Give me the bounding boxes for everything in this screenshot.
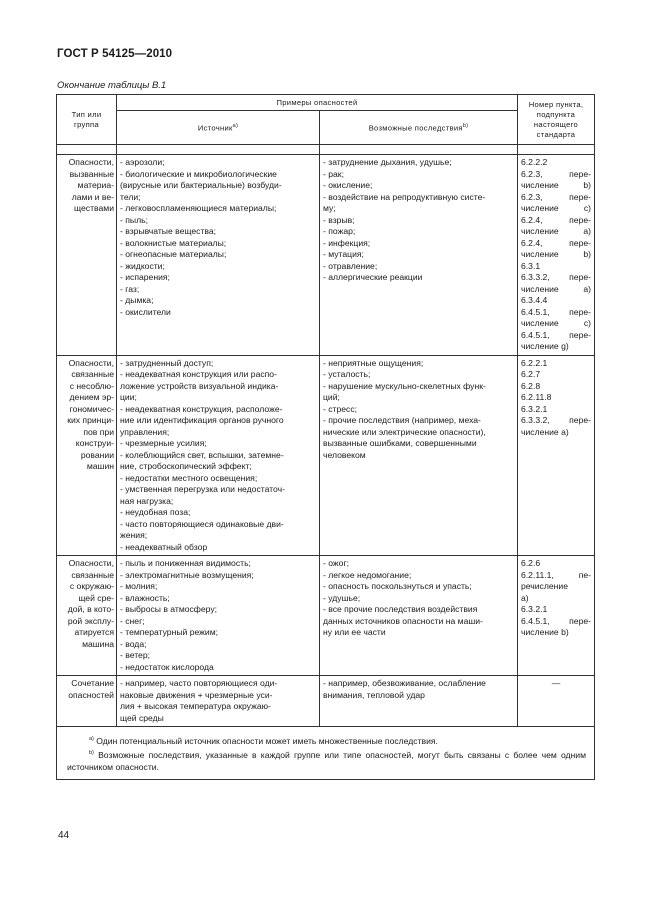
- refs-line: числение а): [521, 226, 591, 236]
- refs-line: 6.4.5.1, пере-: [521, 306, 591, 317]
- refs-line: 6.2.4, пере-: [521, 237, 591, 248]
- source-note-mark: a): [232, 123, 239, 130]
- refs-line: 6.2.4, пере-: [521, 214, 591, 225]
- sources-line: - молния;: [120, 581, 158, 591]
- sources-line: - легковоспламеняющиеся материалы;: [120, 203, 277, 213]
- group-line: материа-: [77, 180, 114, 190]
- sources-line: - жидкости;: [120, 260, 165, 271]
- consequences-line: - затруднение дыхания, удушье;: [323, 157, 452, 167]
- group-line: Сочетание: [71, 678, 114, 688]
- sources-line: - часто повторяющиеся одинаковые дви-: [120, 518, 284, 529]
- table-caption: Окончание таблицы В.1: [57, 80, 167, 91]
- page-number: 44: [58, 830, 70, 841]
- group-line: машин: [86, 461, 114, 471]
- clause-reference-cell: [518, 155, 595, 356]
- refs-line: a): [521, 592, 529, 603]
- spacer-cell: [320, 145, 518, 155]
- sources-line: (вирусные или бактериальные) возбуди-: [120, 180, 282, 190]
- consequences-line: - нарушение мускульно-скелетных функ-: [323, 380, 486, 391]
- document-header: ГОСТ Р 54125—2010: [57, 48, 173, 60]
- refs-line: 6.2.11.8: [521, 392, 552, 402]
- group-line: ровании: [80, 449, 114, 460]
- consequences-line: - взрыв;: [323, 214, 355, 225]
- refs-line: числение b): [521, 180, 591, 190]
- group-line: опасностей: [68, 689, 114, 700]
- consequences-line: - стресс;: [323, 403, 358, 414]
- sources-line: - ветер;: [120, 650, 150, 660]
- consequences-line: нические или электрические опасности),: [323, 426, 486, 437]
- consequences-line: - опасность поскользнуться и упасть;: [323, 581, 472, 591]
- group-line: ществами: [74, 203, 114, 213]
- clause-reference-cell: [518, 355, 595, 556]
- sources-line: - аэрозоли;: [120, 157, 165, 167]
- refs-line: числение а): [521, 283, 591, 294]
- sources-line: управления;: [120, 426, 170, 437]
- sources-line: ние, стробоскопический эффект;: [120, 461, 252, 471]
- consequences-line: человеком: [323, 449, 366, 460]
- hazard-sources-cell: [117, 676, 320, 727]
- consequences-line: - прочие последствия (например, меха-: [323, 415, 481, 425]
- spacer-cell: [57, 145, 117, 155]
- table-body: [57, 155, 595, 727]
- group-line: атируется: [74, 627, 114, 637]
- sources-line: - неадекватная конструкция, расположе-: [120, 403, 283, 414]
- hazard-sources-cell: [117, 155, 320, 356]
- header-group: Тип или группа: [57, 95, 117, 145]
- consequences-line: данных источников опасности на маши-: [323, 615, 483, 626]
- sources-line: - пыль;: [120, 214, 148, 225]
- consequences-line: - аллергические реакции: [323, 272, 423, 282]
- sources-line: - выбросы в атмосферу;: [120, 604, 218, 614]
- sources-line: - неудобная поза;: [120, 507, 191, 517]
- sources-line: - взрывчатые вещества;: [120, 226, 217, 236]
- consequences-line: - отравление;: [323, 260, 378, 271]
- refs-line: 6.2.3, пере-: [521, 168, 591, 179]
- sources-line: - снег;: [120, 615, 145, 626]
- consequences-line: - ожог;: [323, 558, 349, 568]
- hazards-table: [56, 94, 595, 780]
- sources-line: - огнеопасные материалы;: [120, 249, 227, 259]
- consequences-line: - инфекция;: [323, 237, 371, 248]
- sources-line: - влажность;: [120, 592, 170, 603]
- consequences-line: - легкое недомогание;: [323, 569, 412, 580]
- table-row: [57, 556, 595, 676]
- group-line: Опасности,: [68, 558, 114, 568]
- sources-line: - затрудненный доступ;: [120, 357, 214, 368]
- refs-line: 6.3.1: [521, 260, 541, 271]
- refs-line: 6.2.11.1, пе-: [521, 569, 591, 580]
- hazard-group-cell: [57, 676, 117, 727]
- consequences-note-mark: b): [462, 123, 469, 130]
- refs-line: числение b): [521, 249, 591, 259]
- sources-line: - волокнистые материалы;: [120, 237, 227, 248]
- consequences-line: ну или ее части: [323, 627, 386, 637]
- sources-line: щей среды: [120, 712, 164, 723]
- header-reference: Номер пункта, подпункта настоящего стандарта: [518, 95, 595, 145]
- sources-line: - пыль и пониженная видимость;: [120, 558, 251, 568]
- table-row: [57, 355, 595, 556]
- footnote-a: $^{a)}$ Один потенциальный источник опасности может иметь множественные последствия.: [89, 735, 438, 746]
- group-line: щей сре-: [78, 592, 114, 603]
- sources-line: - электромагнитные возмущения;: [120, 569, 254, 580]
- refs-line: числение c): [521, 318, 591, 328]
- hazard-sources-cell: [117, 556, 320, 676]
- table-row: [57, 155, 595, 356]
- group-line: пов при: [83, 426, 114, 437]
- hazard-consequences-cell: [320, 556, 518, 676]
- consequences-line: му;: [323, 203, 336, 213]
- refs-line: 6.4.5.1, пере-: [521, 329, 591, 340]
- refs-line: 6.3.2.1: [521, 403, 548, 414]
- hazard-consequences-cell: [320, 676, 518, 727]
- sources-line: - недостатки местного освещения;: [120, 472, 258, 483]
- header-consequences: Возможные последствия$^{b)}$: [320, 111, 518, 145]
- consequences-line: ций;: [323, 392, 340, 402]
- group-line: дением эр-: [69, 392, 114, 402]
- sources-line: - неадекватная конструкция или распо-: [120, 369, 277, 379]
- refs-line: 6.3.2.1: [521, 604, 548, 614]
- footnote-b: $^{b)}$ Возможные последствия, указанные в каждой группе или типе опасностей, могут быть связаны с более чем одним источником опасности.: [67, 749, 587, 772]
- clause-reference-cell: [518, 676, 595, 727]
- refs-line: 6.2.3, пере-: [521, 191, 591, 202]
- refs-line: 6.3.3.2, пере-: [521, 415, 591, 425]
- sources-line: - дымка;: [120, 295, 154, 305]
- group-line: дой, в кото-: [67, 604, 114, 614]
- hazard-group-cell: [57, 556, 117, 676]
- sources-line: ная нагрузка;: [120, 495, 174, 506]
- sources-line: ние или идентификация органов ручного: [120, 415, 284, 425]
- sources-line: - недостаток кислорода: [120, 661, 214, 672]
- consequences-line: - неприятные ощущения;: [323, 357, 424, 368]
- consequences-line: - рак;: [323, 168, 344, 179]
- sources-line: жения;: [120, 530, 148, 540]
- group-line: ких принци-: [67, 415, 114, 425]
- consequences-line: - мутация;: [323, 249, 364, 259]
- consequences-line: - воздействие на репродуктивную систе-: [323, 191, 486, 202]
- group-line: машина: [82, 638, 114, 649]
- refs-line: числение c): [521, 203, 591, 213]
- sources-line: - окислители: [120, 306, 171, 317]
- group-line: Опасности,: [68, 157, 114, 167]
- sources-line: ложение устройств визуальной индика-: [120, 380, 279, 391]
- refs-line: 6.3.3.2, пере-: [521, 272, 591, 282]
- consequences-line: - окисление;: [323, 180, 373, 190]
- refs-line: числение b): [521, 627, 569, 637]
- sources-line: - неадекватный обзор: [120, 541, 208, 552]
- refs-line: 6.2.7: [521, 369, 541, 379]
- sources-line: - температурный режим;: [120, 627, 219, 637]
- spacer-cell: [117, 145, 320, 155]
- consequences-line: вызванные ошибками, совершенными: [323, 438, 477, 448]
- group-line: с несоблю-: [69, 380, 114, 391]
- hazard-consequences-cell: [320, 155, 518, 356]
- consequences-line: - пожар;: [323, 226, 356, 236]
- sources-line: лия + высокая температура окружаю-: [120, 701, 271, 711]
- consequences-line: - удушье;: [323, 592, 361, 603]
- hazard-group-cell: [57, 355, 117, 556]
- group-line: с окружаю-: [69, 581, 114, 591]
- group-line: связанные: [71, 369, 114, 379]
- footnotes: [57, 727, 595, 780]
- consequences-line: - усталость;: [323, 369, 371, 379]
- group-line: рой эксплу-: [67, 615, 114, 626]
- header-source: Источник$^{a)}$: [117, 111, 320, 145]
- sources-line: наковые движения + чрезмерные уси-: [120, 689, 273, 700]
- consequences-line: - например, обезвоживание, ослабление: [323, 678, 486, 688]
- sources-line: ции;: [120, 392, 137, 402]
- group-line: вызванные: [69, 168, 114, 179]
- consequences-line: - все прочие последствия воздействия: [323, 604, 478, 614]
- consequences-line: внимания, тепловой удар: [323, 689, 425, 700]
- group-line: конструи-: [75, 438, 114, 448]
- table-row: [57, 676, 595, 727]
- sources-line: тели;: [120, 191, 141, 202]
- spacer-cell: [518, 145, 595, 155]
- refs-line: 6.2.2.2: [521, 157, 548, 167]
- hazard-group-cell: [57, 155, 117, 356]
- refs-line: 6.2.2.1: [521, 357, 548, 368]
- hazard-consequences-cell: [320, 355, 518, 556]
- group-line: Опасности,: [68, 357, 114, 368]
- refs-line: числение а): [521, 426, 569, 437]
- refs-line: 6.4.5.1, пере-: [521, 615, 591, 626]
- header-examples: Примеры опасностей: [117, 95, 518, 111]
- refs-line: —: [551, 678, 561, 688]
- sources-line: - газ;: [120, 283, 140, 294]
- refs-line: 6.2.8: [521, 380, 541, 391]
- clause-reference-cell: [518, 556, 595, 676]
- sources-line: - чрезмерные усилия;: [120, 438, 207, 448]
- sources-line: - биологические и микробиологические: [120, 168, 277, 179]
- sources-line: - испарения;: [120, 272, 170, 282]
- sources-line: - умственная перегрузка или недостаточ-: [120, 484, 285, 494]
- group-line: гономичес-: [69, 403, 114, 414]
- refs-line: 6.2.6: [521, 558, 541, 568]
- group-line: лами и ве-: [71, 191, 114, 202]
- refs-line: речисление: [521, 581, 568, 591]
- sources-line: - например, часто повторяющиеся оди-: [120, 678, 278, 688]
- refs-line: числение g): [521, 341, 569, 351]
- refs-line: 6.3.4.4: [521, 295, 548, 305]
- sources-line: - колеблющийся свет, вспышки, затемне-: [120, 449, 284, 460]
- group-line: связанные: [71, 569, 114, 580]
- sources-line: - вода;: [120, 638, 147, 649]
- hazard-sources-cell: [117, 355, 320, 556]
